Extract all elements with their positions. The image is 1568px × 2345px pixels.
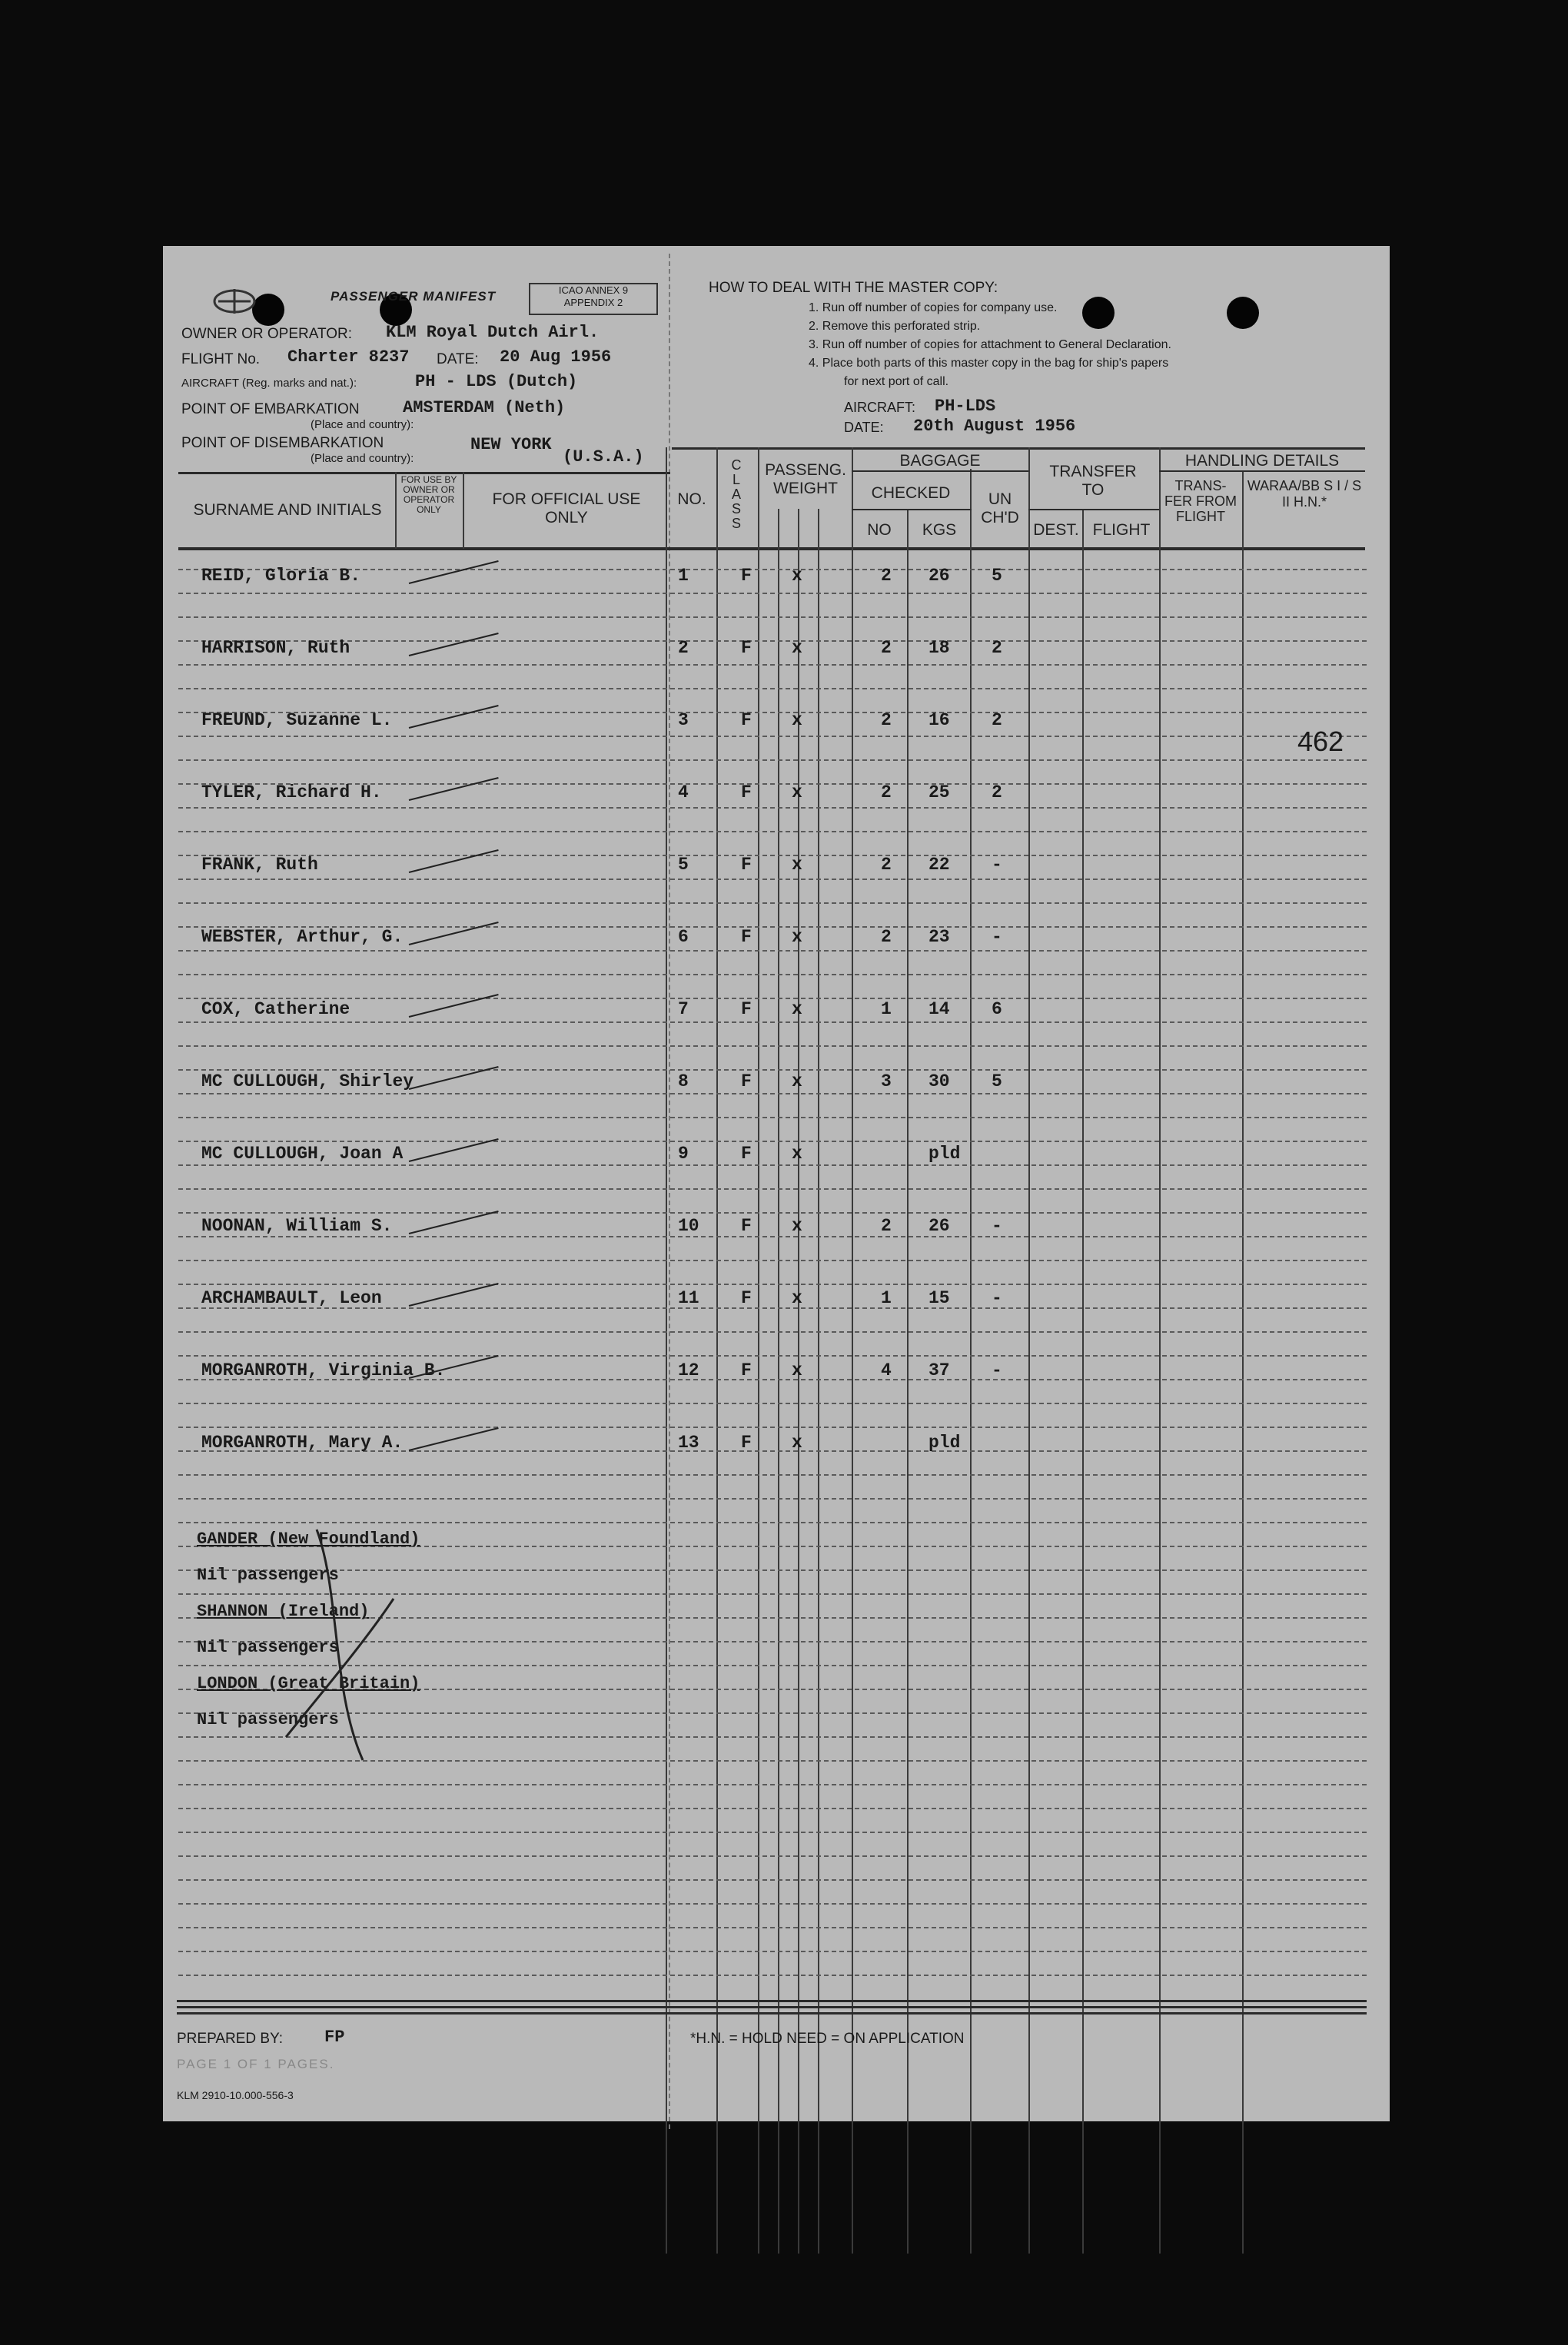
icao-line2: APPENDIX 2 xyxy=(563,297,623,308)
passenger-row xyxy=(163,778,1390,809)
col-bag-no: NO xyxy=(867,521,892,539)
passenger-class: F xyxy=(741,1288,752,1308)
col-baggage: BAGGAGE xyxy=(899,452,981,470)
embark-label: POINT OF EMBARKATION xyxy=(181,401,360,417)
stop-note: Nil passengers xyxy=(197,1638,339,1657)
passenger-kgs: 18 xyxy=(929,638,950,658)
passenger-row xyxy=(163,1067,1390,1098)
passenger-x: x xyxy=(792,710,802,730)
passenger-no: 3 xyxy=(678,710,689,730)
passenger-bags: 1 xyxy=(881,1288,892,1308)
check-tick-mark xyxy=(409,994,499,1018)
passenger-class: F xyxy=(741,710,752,730)
footer-rule xyxy=(177,2012,1367,2015)
row-rule xyxy=(178,1808,1367,1809)
passenger-bags: 2 xyxy=(881,566,892,586)
row-rule xyxy=(178,1784,1367,1785)
passenger-row xyxy=(163,706,1390,736)
row-rule xyxy=(178,616,1367,618)
prepared-label: PREPARED BY: xyxy=(177,2031,283,2047)
col-surname: SURNAME AND INITIALS xyxy=(193,501,382,519)
passenger-name: TYLER, Richard H. xyxy=(201,782,382,802)
header-top-rule xyxy=(672,447,1365,450)
passenger-unchd: 6 xyxy=(992,999,1002,1019)
passenger-no: 12 xyxy=(678,1360,699,1380)
check-tick-mark xyxy=(409,1427,499,1451)
passenger-no: 2 xyxy=(678,638,689,658)
passenger-bags: 1 xyxy=(881,999,892,1019)
check-tick-mark xyxy=(409,560,499,584)
passenger-row xyxy=(163,633,1390,664)
passenger-row xyxy=(163,1139,1390,1170)
manifest-title: PASSENGER MANIFEST xyxy=(331,289,497,304)
passenger-no: 8 xyxy=(678,1071,689,1091)
passenger-row xyxy=(163,1211,1390,1242)
passenger-x: x xyxy=(792,999,802,1019)
passenger-kgs: 16 xyxy=(929,710,950,730)
col-owner-use: FOR USE BY OWNER OR OPERATOR ONLY xyxy=(400,474,457,515)
form-code: KLM 2910-10.000-556-3 xyxy=(177,2089,294,2101)
passenger-name: MC CULLOUGH, Shirley xyxy=(201,1071,414,1091)
passenger-x: x xyxy=(792,1360,802,1380)
col-dest: DEST. xyxy=(1033,521,1079,539)
date-value: 20 Aug 1956 xyxy=(500,347,612,367)
stop-name: GANDER (New Foundland) xyxy=(197,1530,420,1549)
row-rule xyxy=(178,593,1367,594)
page-count: PAGE 1 OF 1 PAGES. xyxy=(177,2057,335,2071)
row-rule xyxy=(178,664,1367,666)
row-rule xyxy=(178,688,1367,689)
col-transfer-from: TRANS- FER FROM FLIGHT xyxy=(1164,478,1237,524)
row-rule xyxy=(178,1260,1367,1261)
passenger-bags: 2 xyxy=(881,855,892,875)
check-tick-mark xyxy=(409,1138,499,1162)
col-no: NO. xyxy=(677,490,706,508)
row-rule xyxy=(178,1403,1367,1404)
passenger-kgs: 14 xyxy=(929,999,950,1019)
icao-line1: ICAO ANNEX 9 xyxy=(558,284,629,296)
passenger-x: x xyxy=(792,855,802,875)
stop-note: Nil passengers xyxy=(197,1566,339,1585)
row-rule xyxy=(178,902,1367,904)
passenger-no: 10 xyxy=(678,1216,699,1236)
passenger-bags: 2 xyxy=(881,710,892,730)
stop-name: LONDON (Great Britain) xyxy=(197,1674,420,1693)
passenger-name: HARRISON, Ruth xyxy=(201,638,350,658)
passenger-unchd: - xyxy=(992,927,1002,947)
passenger-kgs: 25 xyxy=(929,782,950,802)
strike-mark xyxy=(271,1522,424,1768)
passenger-x: x xyxy=(792,782,802,802)
passenger-unchd: 5 xyxy=(992,1071,1002,1091)
passenger-bags: 2 xyxy=(881,927,892,947)
row-rule xyxy=(178,1045,1367,1047)
row-rule xyxy=(178,1331,1367,1333)
check-tick-mark xyxy=(409,922,499,945)
passenger-kgs: pld xyxy=(929,1433,961,1453)
row-rule xyxy=(178,1188,1367,1190)
row-rule xyxy=(178,1975,1367,1976)
passenger-x: x xyxy=(792,638,802,658)
passenger-kgs: 26 xyxy=(929,1216,950,1236)
passenger-name: FREUND, Suzanne L. xyxy=(201,710,393,730)
passenger-kgs: 23 xyxy=(929,927,950,947)
klm-logo-icon xyxy=(211,283,258,318)
row-rule xyxy=(178,1855,1367,1857)
owner-label: OWNER OR OPERATOR: xyxy=(181,326,353,342)
passenger-bags: 2 xyxy=(881,1216,892,1236)
passenger-row xyxy=(163,1356,1390,1387)
disembark-label: POINT OF DISEMBARKATION xyxy=(181,435,384,451)
instr-aircraft-value: PH-LDS xyxy=(935,397,996,416)
aircraft-value: PH - LDS (Dutch) xyxy=(415,372,578,391)
col-official: FOR OFFICIAL USE ONLY xyxy=(492,490,641,526)
flight-value: Charter 8237 xyxy=(287,347,410,367)
passenger-bags: 2 xyxy=(881,638,892,658)
punch-hole xyxy=(1082,297,1115,329)
passenger-x: x xyxy=(792,1433,802,1453)
disembark-country: (U.S.A.) xyxy=(563,447,644,467)
footer-rule xyxy=(177,2006,1367,2008)
disembark-place-hint: (Place and country): xyxy=(311,452,414,465)
hn-footnote: *H.N. = HOLD NEED = ON APPLICATION xyxy=(690,2031,965,2047)
passenger-no: 9 xyxy=(678,1144,689,1164)
passenger-x: x xyxy=(792,1288,802,1308)
row-rule xyxy=(178,1879,1367,1881)
check-tick-mark xyxy=(409,705,499,729)
row-rule xyxy=(178,1474,1367,1476)
passenger-no: 5 xyxy=(678,855,689,875)
passenger-class: F xyxy=(741,1144,752,1164)
passenger-bags: 3 xyxy=(881,1071,892,1091)
passenger-row xyxy=(163,1428,1390,1459)
row-rule xyxy=(178,1951,1367,1952)
flight-label: FLIGHT No. xyxy=(181,351,261,367)
margin-number: 462 xyxy=(1297,726,1344,757)
col-weight: PASSENG. WEIGHT xyxy=(765,461,846,497)
check-tick-mark xyxy=(409,777,499,801)
row-rule xyxy=(178,1117,1367,1118)
passenger-x: x xyxy=(792,566,802,586)
passenger-name: WEBSTER, Arthur, G. xyxy=(201,927,404,947)
passenger-row xyxy=(163,850,1390,881)
passenger-unchd: - xyxy=(992,1288,1002,1308)
transfer-subrule xyxy=(1028,509,1159,510)
check-tick-mark xyxy=(409,1066,499,1090)
prepared-value: FP xyxy=(324,2028,345,2047)
perforation-line xyxy=(669,254,670,2129)
col-waraa: WARAA/BB S I / S II H.N.* xyxy=(1247,478,1362,510)
passenger-no: 11 xyxy=(678,1288,699,1308)
passenger-unchd: - xyxy=(992,1360,1002,1380)
passenger-no: 1 xyxy=(678,566,689,586)
col-rule xyxy=(463,472,464,549)
passenger-row xyxy=(163,561,1390,592)
instr-date-label: DATE: xyxy=(844,420,884,435)
col-handling: HANDLING DETAILS xyxy=(1184,452,1340,470)
embark-place-hint: (Place and country): xyxy=(311,418,414,431)
col-checked: CHECKED xyxy=(871,484,951,502)
manifest-sheet xyxy=(163,246,1390,2121)
aircraft-label: AIRCRAFT (Reg. marks and nat.): xyxy=(181,377,357,390)
instructions-title: HOW TO DEAL WITH THE MASTER COPY: xyxy=(709,280,998,296)
passenger-x: x xyxy=(792,1071,802,1091)
instruction-item: 4. Place both parts of this master copy in the bag for ship's papers xyxy=(809,357,1169,370)
passenger-name: ARCHAMBAULT, Leon xyxy=(201,1288,382,1308)
passenger-bags: 4 xyxy=(881,1360,892,1380)
passenger-no: 13 xyxy=(678,1433,699,1453)
footer-rule xyxy=(177,2000,1367,2002)
col-kgs: KGS xyxy=(922,521,957,539)
date-label: DATE: xyxy=(437,351,479,367)
instruction-item: for next port of call. xyxy=(844,375,949,388)
passenger-unchd: 2 xyxy=(992,710,1002,730)
passenger-name: NOONAN, William S. xyxy=(201,1216,393,1236)
check-tick-mark xyxy=(409,633,499,656)
passenger-class: F xyxy=(741,1216,752,1236)
passenger-x: x xyxy=(792,1144,802,1164)
col-transfer: TRANSFER TO xyxy=(1049,463,1137,499)
passenger-x: x xyxy=(792,927,802,947)
header-bottom-rule xyxy=(178,547,1365,550)
passenger-name: FRANK, Ruth xyxy=(201,855,318,875)
passenger-unchd: 2 xyxy=(992,638,1002,658)
disembark-value: NEW YORK xyxy=(470,435,552,454)
passenger-name: REID, Gloria B. xyxy=(201,566,361,586)
passenger-class: F xyxy=(741,927,752,947)
passenger-class: F xyxy=(741,638,752,658)
row-rule xyxy=(178,1832,1367,1833)
baggage-subrule xyxy=(852,470,1028,472)
row-rule xyxy=(178,1498,1367,1500)
stop-name: SHANNON (Ireland) xyxy=(197,1602,370,1621)
passenger-class: F xyxy=(741,782,752,802)
row-rule xyxy=(178,759,1367,761)
passenger-no: 4 xyxy=(678,782,689,802)
row-rule xyxy=(178,1903,1367,1905)
passenger-class: F xyxy=(741,1360,752,1380)
row-rule xyxy=(178,974,1367,975)
check-tick-mark xyxy=(409,1211,499,1234)
passenger-name: COX, Catherine xyxy=(201,999,350,1019)
passenger-kgs: 30 xyxy=(929,1071,950,1091)
icao-stamp xyxy=(529,283,658,315)
passenger-kgs: 15 xyxy=(929,1288,950,1308)
passenger-name: MC CULLOUGH, Joan A xyxy=(201,1144,404,1164)
row-rule xyxy=(178,1927,1367,1928)
passenger-name: MORGANROTH, Virginia B. xyxy=(201,1360,446,1380)
col-unchd: UN CH'D xyxy=(981,490,1019,526)
handling-subrule xyxy=(1159,470,1365,472)
passenger-class: F xyxy=(741,1433,752,1453)
passenger-kgs: 37 xyxy=(929,1360,950,1380)
passenger-class: F xyxy=(741,999,752,1019)
owner-value: KLM Royal Dutch Airl. xyxy=(386,323,600,342)
row-rule xyxy=(178,831,1367,832)
instruction-item: 1. Run off number of copies for company use. xyxy=(809,301,1058,314)
passenger-bags: 2 xyxy=(881,782,892,802)
check-tick-mark xyxy=(409,849,499,873)
passenger-kgs: 22 xyxy=(929,855,950,875)
passenger-name: MORGANROTH, Mary A. xyxy=(201,1433,404,1453)
passenger-x: x xyxy=(792,1216,802,1236)
stop-note: Nil passengers xyxy=(197,1710,339,1729)
passenger-unchd: 5 xyxy=(992,566,1002,586)
embark-value: AMSTERDAM (Neth) xyxy=(403,398,566,417)
passenger-row xyxy=(163,1284,1390,1314)
passenger-row xyxy=(163,995,1390,1025)
passenger-unchd: - xyxy=(992,1216,1002,1236)
check-tick-mark xyxy=(409,1283,499,1307)
instr-date-value: 20th August 1956 xyxy=(913,417,1076,436)
passenger-kgs: pld xyxy=(929,1144,961,1164)
col-class: CLASS xyxy=(731,457,742,531)
passenger-class: F xyxy=(741,566,752,586)
passenger-class: F xyxy=(741,855,752,875)
passenger-unchd: - xyxy=(992,855,1002,875)
passenger-class: F xyxy=(741,1071,752,1091)
checked-subrule xyxy=(852,509,972,510)
passenger-row xyxy=(163,922,1390,953)
passenger-unchd: 2 xyxy=(992,782,1002,802)
col-flight: FLIGHT xyxy=(1092,521,1151,539)
passenger-kgs: 26 xyxy=(929,566,950,586)
passenger-no: 6 xyxy=(678,927,689,947)
punch-hole xyxy=(1227,297,1259,329)
instr-aircraft-label: AIRCRAFT: xyxy=(844,400,916,415)
passenger-no: 7 xyxy=(678,999,689,1019)
instruction-item: 2. Remove this perforated strip. xyxy=(809,320,981,333)
instruction-item: 3. Run off number of copies for attachment to General Declaration. xyxy=(809,338,1171,351)
